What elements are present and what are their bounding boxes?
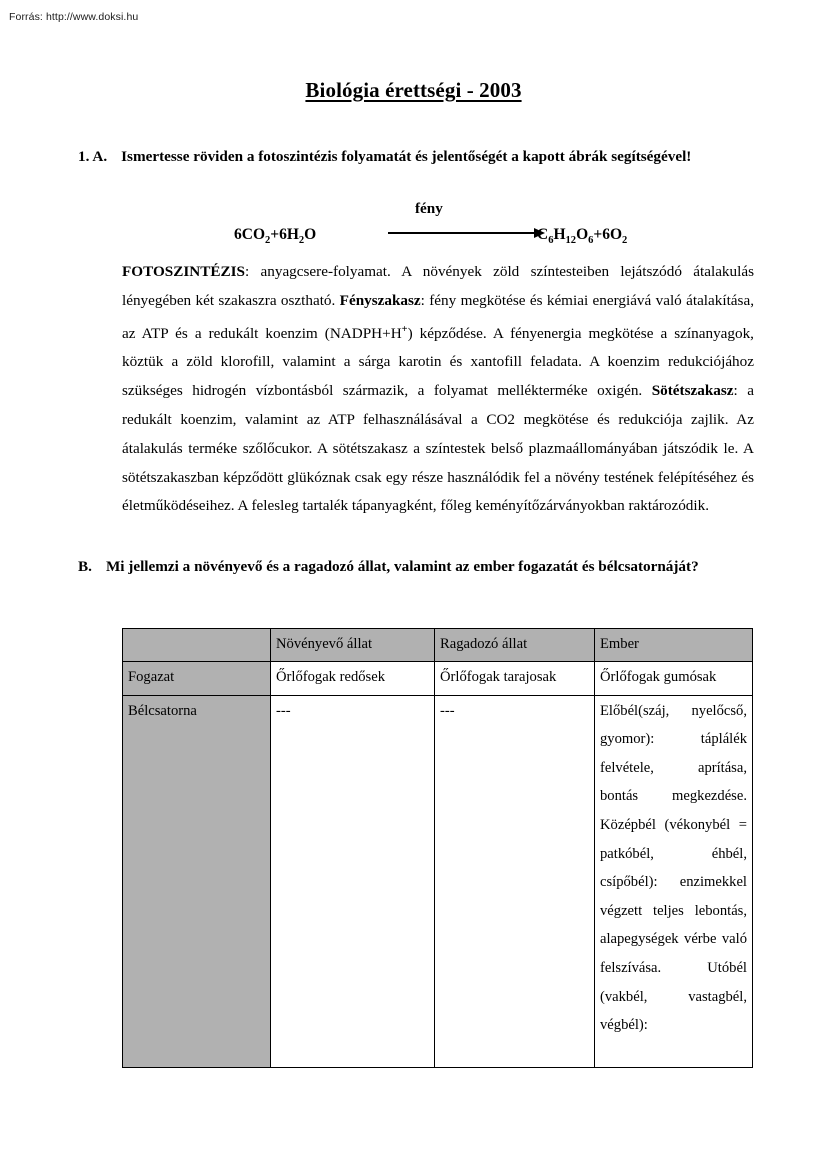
cell-gut-carnivore: ---: [435, 695, 595, 1067]
photosynthesis-description: [122, 258, 754, 521]
question-1a-label: 1. A.: [78, 148, 108, 165]
cell-teeth-human: Őrlőfogak gumósak: [595, 661, 753, 695]
term-light-phase: Fényszakasz: [339, 291, 421, 309]
term-dark-phase: Sötétszakasz: [651, 382, 734, 400]
table-header-carnivore: Ragadozó állat: [435, 629, 595, 662]
question-1b-heading: [78, 550, 754, 583]
row-label-gut: Bélcsatorna: [123, 695, 271, 1067]
body-superscript-plus: +: [401, 323, 408, 335]
arrow-shaft: [388, 232, 540, 234]
page-title-text: Biológia érettségi - 2003: [305, 78, 522, 102]
body-text-3: ) képződése. A fényenergia megkötése a színanyagok, köztük a zöld klorofill, valamint a sárga karotin és xantofill feladata. A koenzim redukciójához szükséges hidrogén vízbontásból származik, a folyamat mellékterméke oxigén.: [122, 324, 754, 400]
photosynthesis-equation: [120, 198, 760, 256]
cell-teeth-herbivore: Őrlőfogak redősek: [271, 661, 435, 695]
question-1b-text: Mi jellemzi a növényevő és a ragadozó állat, valamint az ember fogazatát és bélcsatornáját?: [105, 558, 699, 575]
cell-gut-human: Előbél(száj, nyelőcső, gyomor): táplálék felvétele, aprítása, bontás megkezdése. Középbél (vékonybél = patkóbél, éhbél, csípőbél): enzimekkel végzett teljes lebontás, alapegységek vérbe való felszívása. Utóbél (vakbél, vastagbél, végbél):: [595, 695, 753, 1067]
question-1b-label: B.: [78, 558, 92, 575]
table-header-human: Ember: [595, 629, 753, 662]
body-text-4: : a redukált koenzim, valamint az ATP felhasználásával a CO2 megkötése és redukciója zajlik. Az átalakulás terméke szőlőcukor. A sötétszakasz a színtestek belső plazmaállományában játszódik le. A sötétszakaszban képződött glükóznak csak egy része használódik fel a növény testének felépítéséhez és életműködéseihez. A felesleg tartalék tápanyagként, főleg keményítőzárványokban raktározódik.: [122, 382, 754, 515]
equation-reactants: $6CO_2+6H_2O$: [234, 226, 317, 247]
table-header-herbivore: Növényevő állat: [271, 629, 435, 662]
comparison-table: [122, 628, 753, 1068]
term-photosynthesis: FOTOSZINTÉZIS: [122, 263, 245, 280]
equation-arrow-label: fény: [415, 200, 443, 217]
page-title: [0, 78, 827, 103]
question-1a-heading: [78, 140, 754, 173]
table-header-row: [123, 629, 753, 662]
cell-teeth-carnivore: Őrlőfogak tarajosak: [435, 661, 595, 695]
body-text-1: : anyagcsere-folyamat. A növények zöld színtesteiben lejátszódó átalakulás lényegében két szakaszra osztható.: [122, 263, 754, 309]
reaction-arrow-icon: [388, 228, 546, 240]
row-label-teeth: Fogazat: [123, 661, 271, 695]
table-row: [123, 661, 753, 695]
table-header-corner: [123, 629, 271, 662]
question-1a-text: Ismertesse röviden a fotoszintézis folyamatát és jelentőségét a kapott ábrák segítségével!: [121, 148, 692, 165]
equation-products: $C_6H_{12}O_6+6O_2$: [537, 226, 628, 247]
source-url-header: Forrás: http://www.doksi.hu: [9, 11, 139, 23]
cell-gut-herbivore: ---: [271, 695, 435, 1067]
body-text-2: : fény megkötése és kémiai energiává való átalakítása, az ATP és a redukált koenzim (NADPH+H: [122, 291, 754, 342]
table-row: [123, 695, 753, 1067]
